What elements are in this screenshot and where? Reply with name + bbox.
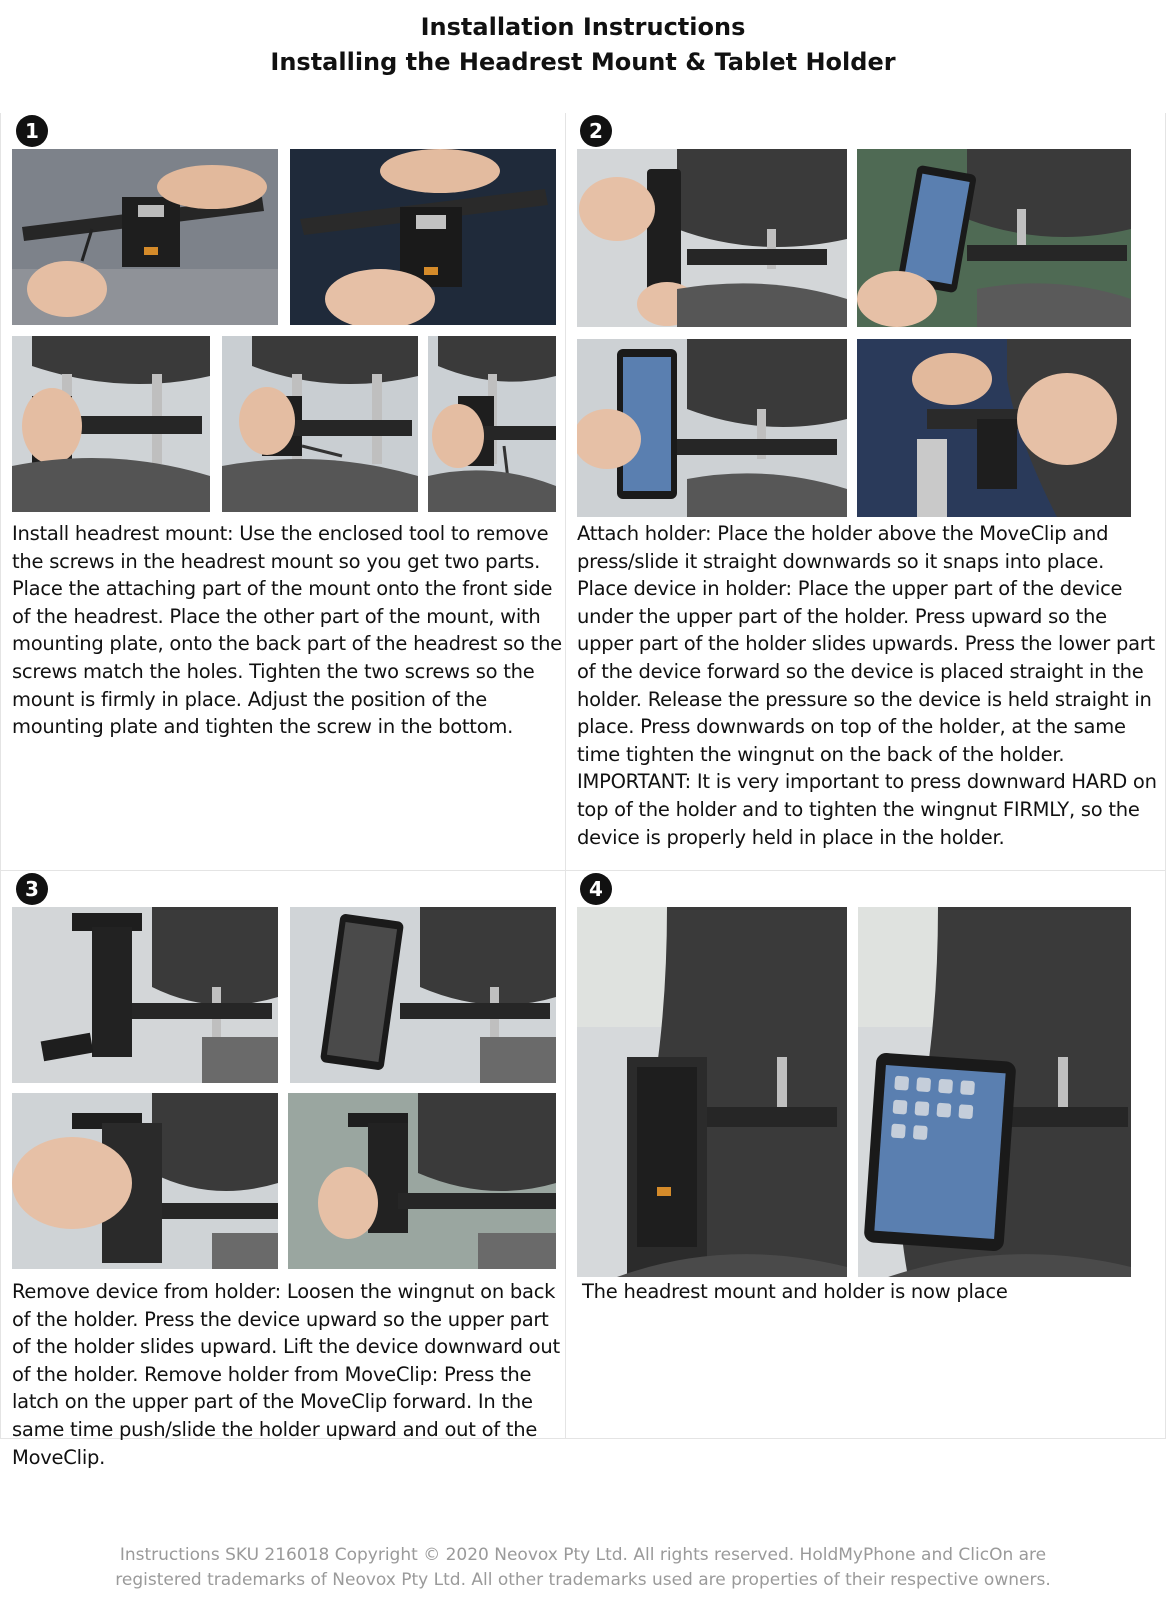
step-3-photo-slide-holder-out (288, 1093, 556, 1269)
step-number-badge: 1 (16, 115, 48, 147)
step-1-photo-attach-front (12, 336, 210, 512)
step-2-photo-attach-holder (577, 149, 847, 327)
step-1-photo-adjust-plate (428, 336, 556, 512)
step-3-photo-loosen-wingnut (12, 907, 278, 1083)
page-title: Installation Instructions (420, 13, 746, 41)
step-4-photo-tablet-installed (858, 907, 1131, 1277)
step-1-photo-tighten-screws (222, 336, 418, 512)
step-2-description: Attach holder: Place the holder above the MoveClip and press/slide it straight downwards so it snaps into place. Place device in holder: Place the upper part of the device under the upper part of the holder. Press upward so the upper part of the holder slides upwards. Press the lower part of the device forward so the device is placed straight in the holder. Release the pressure so the device is held straight in place. Press downwards on top of the holder, at the same time tighten the wingnut on the back of the holder. IMPORTANT: It is very important to press downward HARD on top of the holder and to tighten the wingnut FIRMLY, so the device is properly held in place in the holder. (577, 522, 1157, 849)
step-4-description: The headrest mount and holder is now place (582, 1280, 1008, 1303)
step-4-cell (566, 871, 1166, 1439)
step-1-photo-tool-removing-screws (12, 149, 278, 325)
step-3-photo-press-latch (12, 1093, 278, 1269)
step-2-cell (566, 113, 1166, 871)
step-number-badge: 4 (580, 873, 612, 905)
step-4-photo-holder-installed (577, 907, 847, 1277)
step-2-photo-press-tablet (577, 339, 847, 517)
document-footer (0, 1543, 1166, 1593)
footer-copyright-line: Instructions SKU 216018 Copyright © 2020 Neovox Pty Ltd. All rights reserved. HoldMyPhone and ClicOn are (119, 1545, 1047, 1565)
step-number-badge: 3 (16, 873, 48, 905)
step-number-badge: 2 (580, 115, 612, 147)
document-header (0, 10, 1166, 80)
footer-trademark-line: registered trademarks of Neovox Pty Ltd. All other trademarks used are properties of their respective owners. (115, 1570, 1051, 1590)
page-subtitle: Installing the Headrest Mount & Tablet Holder (270, 48, 896, 76)
step-1-cell (0, 113, 566, 871)
step-2-photo-tighten-wingnut (857, 339, 1131, 517)
step-3-cell (0, 871, 566, 1469)
step-1-photo-mount-parts (290, 149, 556, 325)
step-3-description: Remove device from holder: Loosen the wingnut on back of the holder. Press the device upward so the upper part of the holder slides upward. Lift the device downward out of the holder. Remove holder from MoveClip: Press the latch on the upper part of the MoveClip forward. In the same time push/slide the holder upward and out of the MoveClip. (12, 1280, 560, 1469)
step-1-description: Install headrest mount: Use the enclosed tool to remove the screws in the headrest mount so you get two parts. Place the attaching part of the mount onto the front side of the headrest. Place the other part of the mount, with mounting plate, onto the back part of the headrest so the screws match the holes. Tighten the two screws so the mount is firmly in place. Adjust the position of the mounting plate and tighten the screw in the bottom. (12, 522, 562, 739)
step-3-photo-remove-tablet (290, 907, 556, 1083)
step-2-photo-insert-tablet (857, 149, 1131, 327)
